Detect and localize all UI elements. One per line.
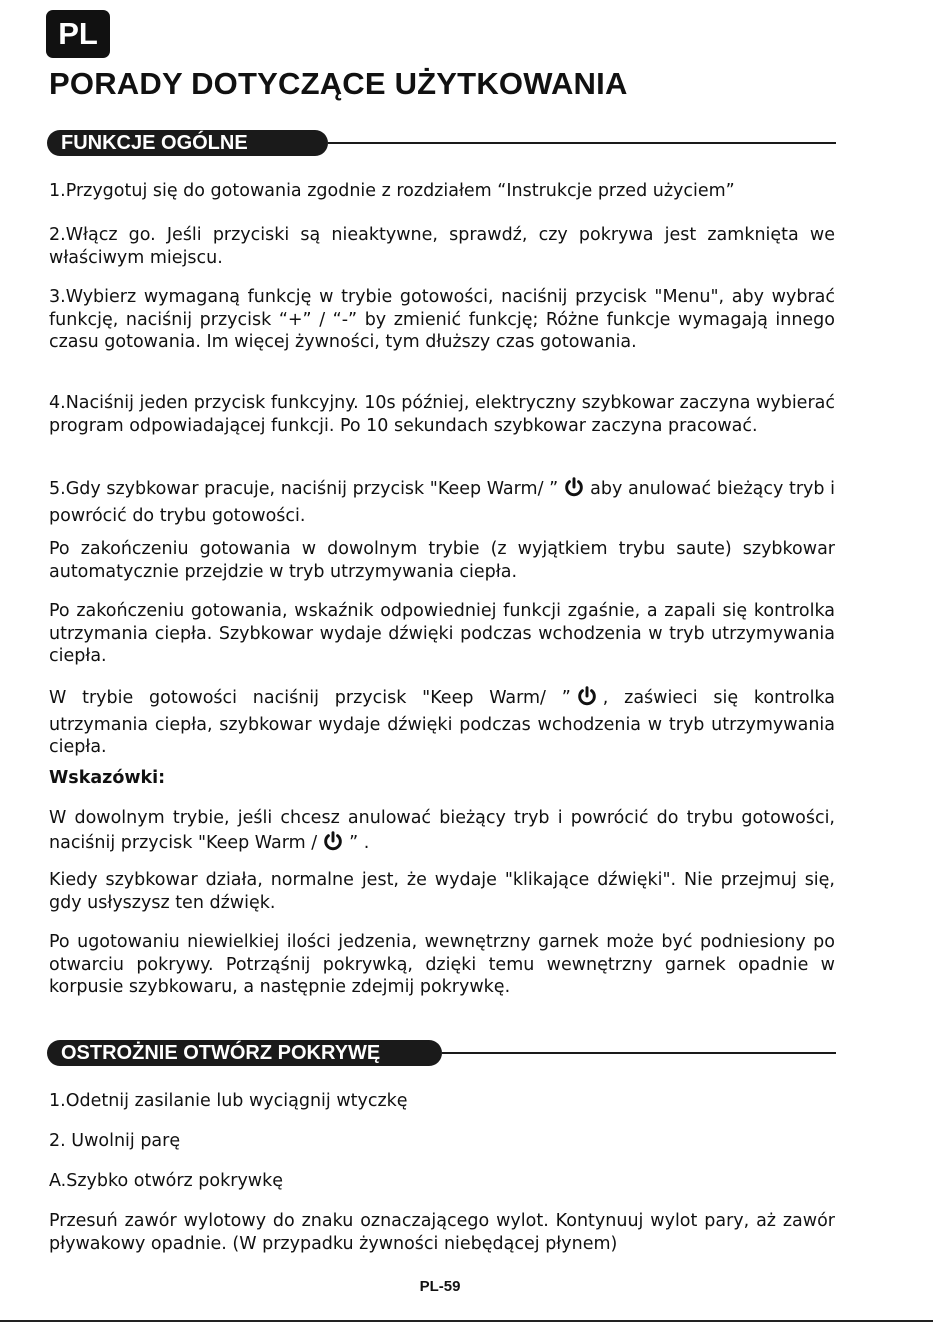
note-standby-text-start: W trybie gotowości naciśnij przycisk "Keep Warm/ ” [49, 688, 571, 708]
step-3: 3.Wybierz wymaganą funkcję w trybie gotowości, naciśnij przycisk "Menu", aby wybrać funkcję, naciśnij przycisk “+” / “-” by zmienić funkcję; Różne funkcje wymagają innego czasu gotowania. Im więcej żywności, tym dłuższy czas gotowania. [49, 287, 835, 352]
page-title: PORADY DOTYCZĄCE UŻYTKOWANIA [49, 66, 628, 101]
note-standby-keep-warm [49, 685, 835, 759]
note-auto-keep-warm: Po zakończeniu gotowania w dowolnym trybie (z wyjątkiem trybu saute) szybkowar automatycznie przejdzie w tryb utrzymywania ciepła. [49, 539, 835, 582]
section-heading-lid: OSTROŻNIE OTWÓRZ POKRYWĘ [47, 1040, 442, 1066]
step-4: 4.Naciśnij jeden przycisk funkcyjny. 10s później, elektryczny szybkowar zaczyna wybierać program odpowiadającej funkcji. Po 10 sekundach szybkowar zaczyna pracować. [49, 393, 835, 436]
step-1: 1.Przygotuj się do gotowania zgodnie z rozdziałem “Instrukcje przed użyciem” [49, 181, 735, 201]
tip-inner-pot: Po ugotowaniu niewielkiej ilości jedzenia, wewnętrzny garnek może być podniesiony po otwarciu pokrywy. Potrząśnij pokrywką, dzięki temu wewnętrzny garnek opadnie w korpusie szybkowaru, a następnie zdejmij pokrywkę. [49, 932, 835, 997]
note-standby-text-end: , zaświeci się kontrolka utrzymania ciepła, szybkowar wydaje dźwięki podczas wchodzenia w tryb utrzymywania ciepła. [49, 688, 835, 757]
tips-heading: Wskazówki: [49, 768, 166, 788]
lid-step-1: 1.Odetnij zasilanie lub wyciągnij wtyczkę [49, 1091, 408, 1111]
bottom-rule [0, 1320, 933, 1322]
lid-step-a-detail: Przesuń zawór wylotowy do znaku oznaczającego wylot. Kontynuuj wylot pary, aż zawór pływakowy opadnie. (W przypadku żywności niebędącej płynem) [49, 1211, 835, 1254]
section-divider [442, 1052, 836, 1054]
step-5 [49, 476, 835, 527]
page-number: PL-59 [419, 1278, 461, 1295]
tip-cancel [49, 807, 835, 858]
tip-clicking-sounds: Kiedy szybkowar działa, normalne jest, że wydaje "klikające dźwięki". Nie przejmuj się, gdy usłyszysz ten dźwięk. [49, 870, 835, 913]
power-icon [576, 685, 598, 714]
power-icon [563, 476, 585, 505]
tip-cancel-text-end: ” . [349, 832, 370, 853]
step-2: 2.Włącz go. Jeśli przyciski są nieaktywne, sprawdź, czy pokrywa jest zamknięta we właściwym miejscu. [49, 225, 835, 268]
section-divider [328, 142, 836, 144]
lid-step-a: A.Szybko otwórz pokrywkę [49, 1171, 284, 1191]
note-indicator: Po zakończeniu gotowania, wskaźnik odpowiedniej funkcji zgaśnie, a zapali się kontrolka utrzymania ciepła. Szybkowar wydaje dźwięki podczas wchodzenia w tryb utrzymywania ciepła. [49, 601, 835, 666]
power-icon [322, 830, 344, 859]
step-5-text-start: 5.Gdy szybkowar pracuje, naciśnij przycisk "Keep Warm/ ” [49, 479, 559, 499]
language-badge: PL [46, 10, 110, 58]
section-header-general [47, 130, 836, 156]
lid-step-2: 2. Uwolnij parę [49, 1131, 181, 1151]
section-heading-general: FUNKCJE OGÓLNE [47, 130, 328, 156]
step-5-text-end: aby anulować bieżący tryb i powrócić do trybu gotowości. [49, 479, 835, 526]
section-header-lid [47, 1040, 836, 1066]
tip-cancel-text-start: W dowolnym trybie, jeśli chcesz anulować bieżący tryb i powrócić do trybu gotowości, naciśnij przycisk "Keep Warm / [49, 808, 835, 853]
